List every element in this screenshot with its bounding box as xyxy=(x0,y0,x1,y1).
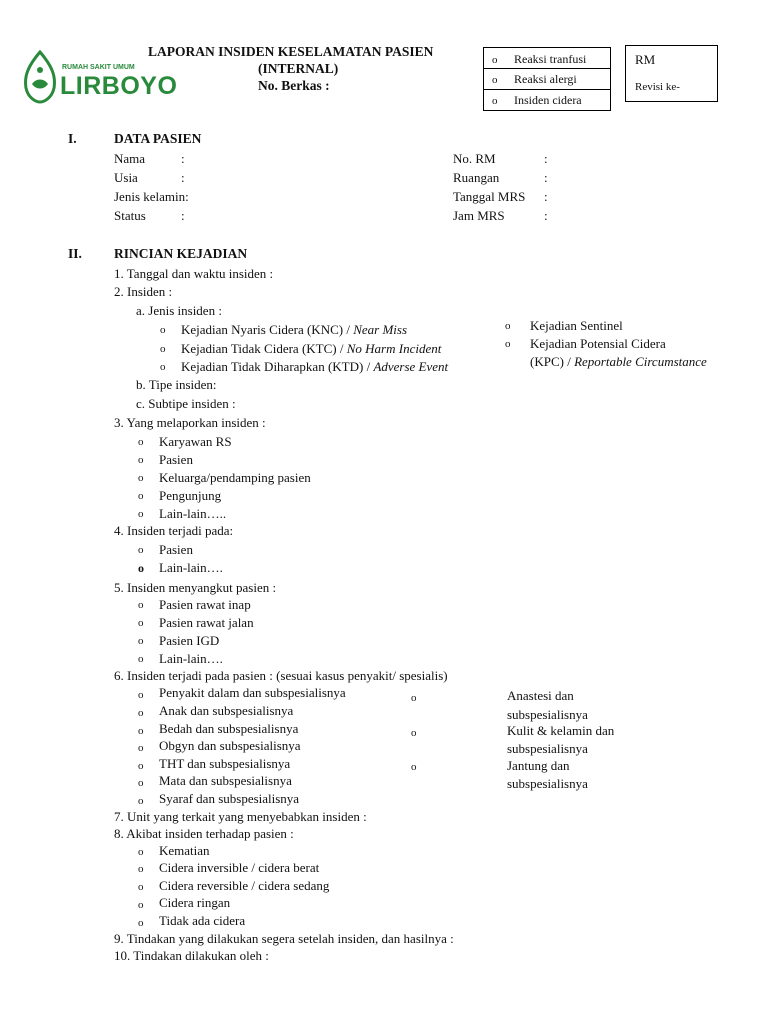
option-occurred-patient: Pasien xyxy=(159,542,193,557)
logo-emblem xyxy=(20,50,60,104)
field-rm-sep: : xyxy=(544,151,548,166)
checkbox-knc[interactable]: o xyxy=(160,324,166,336)
checkbox-no-injury[interactable]: o xyxy=(138,917,144,929)
option-internal-medicine: Penyakit dalam dan subspesialisnya xyxy=(159,685,346,700)
option-ktd-text: Kejadian Tidak Diharapkan (KTD) / xyxy=(181,359,374,374)
option-sentinel: Kejadian Sentinel xyxy=(530,318,623,333)
form-title: LAPORAN INSIDEN KESELAMATAN PASIEN xyxy=(148,44,434,59)
field-admission-time-label: Jam MRS xyxy=(453,208,505,223)
rm-box xyxy=(625,45,718,102)
option-cardiology: Jantung dan xyxy=(507,758,570,773)
checkbox-igd[interactable]: o xyxy=(138,635,144,647)
form-subtitle: (INTERNAL) xyxy=(258,61,339,76)
option-dermatology: Kulit & kelamin dan xyxy=(507,723,615,738)
option-cardiology-cont: subspesialisnya xyxy=(507,776,588,791)
question-9: 9. Tindakan yang dilakukan segera setelah insiden, dan hasilnya : xyxy=(114,931,454,946)
question-2c: c. Subtipe insiden : xyxy=(136,396,236,411)
field-admission-date-label: Tanggal MRS xyxy=(453,189,526,204)
question-2b: b. Tipe insiden: xyxy=(136,377,217,392)
checkbox-minor-injury[interactable]: o xyxy=(138,899,144,911)
file-number-label: No. Berkas : xyxy=(258,78,330,93)
section2-number: II. xyxy=(68,246,82,261)
checkbox-internal-medicine[interactable]: o xyxy=(138,689,144,701)
checkbox-kpc[interactable]: o xyxy=(505,338,511,350)
checkbox-reporter-family[interactable]: o xyxy=(138,472,144,484)
hospital-logo xyxy=(20,50,178,104)
option-no-injury: Tidak ada cidera xyxy=(159,913,246,928)
option-reporter-patient: Pasien xyxy=(159,452,193,467)
option-ktc xyxy=(181,340,441,358)
option-knc-italic: Near Miss xyxy=(353,322,408,337)
option-ent: THT dan subspesialisnya xyxy=(159,756,291,771)
option-allergy: Reaksi alergi xyxy=(514,72,577,86)
incident-type-box xyxy=(483,47,611,111)
checkbox-reporter-patient[interactable]: o xyxy=(138,454,144,466)
option-reporter-other: Lain-lain….. xyxy=(159,506,227,521)
option-knc xyxy=(181,321,407,339)
field-room-label: Ruangan xyxy=(453,170,500,185)
field-name-label: Nama xyxy=(114,151,146,166)
field-rm-label: No. RM xyxy=(453,151,496,166)
option-kpc-cont-text: (KPC) / xyxy=(530,354,575,369)
checkbox-reporter-staff[interactable]: o xyxy=(138,436,144,448)
question-5: 5. Insiden menyangkut pasien : xyxy=(114,580,277,595)
option-knc-text: Kejadian Nyaris Cidera (KNC) / xyxy=(181,322,354,337)
section2-title: RINCIAN KEJADIAN xyxy=(114,246,248,261)
checkbox-pediatrics[interactable]: o xyxy=(138,707,144,719)
checkbox-ktc[interactable]: o xyxy=(160,343,166,355)
option-moderate-injury: Cidera reversible / cidera sedang xyxy=(159,878,330,893)
question-2: 2. Insiden : xyxy=(114,284,173,299)
question-10: 10. Tindakan dilakukan oleh : xyxy=(114,948,269,963)
logo-subtitle: RUMAH SAKIT UMUM xyxy=(62,64,135,71)
option-occurred-other: Lain-lain…. xyxy=(159,560,223,575)
question-2a: a. Jenis insiden : xyxy=(136,303,222,318)
revision-label: Revisi ke- xyxy=(635,81,680,93)
checkbox-outpatient[interactable]: o xyxy=(138,617,144,629)
option-ktd xyxy=(181,358,448,376)
option-transfusion: Reaksi tranfusi xyxy=(514,52,587,66)
option-reporter-visitor: Pengunjung xyxy=(159,488,222,503)
checkbox-reporter-other[interactable]: o xyxy=(138,508,144,520)
checkbox-injury[interactable]: o xyxy=(492,95,498,107)
checkbox-cardiology[interactable]: o xyxy=(411,761,417,773)
question-3: 3. Yang melaporkan insiden : xyxy=(114,415,266,430)
question-1: 1. Tanggal dan waktu insiden : xyxy=(114,266,274,281)
field-admission-date-sep: : xyxy=(544,189,548,204)
option-kpc-italic: Reportable Circumstance xyxy=(574,354,707,369)
field-status-label: Status xyxy=(114,208,146,223)
option-surgery: Bedah dan subspesialisnya xyxy=(159,721,299,736)
option-pediatrics: Anak dan subspesialisnya xyxy=(159,703,294,718)
option-ktc-text: Kejadian Tidak Cidera (KTC) / xyxy=(181,341,347,356)
checkbox-patient-other[interactable]: o xyxy=(138,653,144,665)
option-igd: Pasien IGD xyxy=(159,633,220,648)
checkbox-neurology[interactable]: o xyxy=(138,795,144,807)
option-patient-other: Lain-lain…. xyxy=(159,651,223,666)
checkbox-ktd[interactable]: o xyxy=(160,361,166,373)
checkbox-inpatient[interactable]: o xyxy=(138,599,144,611)
question-6: 6. Insiden terjadi pada pasien : (sesuai kasus penyakit/ spesialis) xyxy=(114,668,448,683)
option-inpatient: Pasien rawat inap xyxy=(159,597,251,612)
checkbox-severe-injury[interactable]: o xyxy=(138,863,144,875)
option-anesthesia-cont: subspesialisnya xyxy=(507,707,588,722)
checkbox-allergy[interactable]: o xyxy=(492,74,498,86)
section1-title: DATA PASIEN xyxy=(114,131,202,146)
field-age-label: Usia xyxy=(114,170,138,185)
option-injury: Insiden cidera xyxy=(514,93,582,107)
option-reporter-family: Keluarga/pendamping pasien xyxy=(159,470,311,485)
option-eye: Mata dan subspesialisnya xyxy=(159,773,292,788)
checkbox-obgyn[interactable]: o xyxy=(138,742,144,754)
checkbox-occurred-other[interactable]: o xyxy=(138,561,144,575)
field-gender-label: Jenis kelamin: xyxy=(114,189,189,204)
option-neurology: Syaraf dan subspesialisnya xyxy=(159,791,300,806)
checkbox-sentinel[interactable]: o xyxy=(505,320,511,332)
checkbox-ent[interactable]: o xyxy=(138,760,144,772)
checkbox-dermatology[interactable]: o xyxy=(411,727,417,739)
checkbox-eye[interactable]: o xyxy=(138,777,144,789)
checkbox-anesthesia[interactable]: o xyxy=(411,692,417,704)
checkbox-occurred-patient[interactable]: o xyxy=(138,544,144,556)
option-death: Kematian xyxy=(159,843,210,858)
checkbox-moderate-injury[interactable]: o xyxy=(138,881,144,893)
section1-number: I. xyxy=(68,131,77,146)
option-ktc-italic: No Harm Incident xyxy=(346,341,442,356)
option-reporter-staff: Karyawan RS xyxy=(159,434,232,449)
option-severe-injury: Cidera inversible / cidera berat xyxy=(159,860,320,875)
option-dermatology-cont: subspesialisnya xyxy=(507,741,588,756)
option-obgyn: Obgyn dan subspesialisnya xyxy=(159,738,301,753)
checkbox-reporter-visitor[interactable]: o xyxy=(138,490,144,502)
option-outpatient: Pasien rawat jalan xyxy=(159,615,254,630)
rm-label: RM xyxy=(635,52,656,67)
field-name-sep: : xyxy=(181,151,185,166)
field-room-sep: : xyxy=(544,170,548,185)
question-8: 8. Akibat insiden terhadap pasien : xyxy=(114,826,294,841)
field-age-sep: : xyxy=(181,170,185,185)
logo-wordmark: LIRBOYO xyxy=(60,72,178,100)
option-kpc-cont xyxy=(530,353,707,371)
field-admission-time-sep: : xyxy=(544,208,548,223)
checkbox-death[interactable]: o xyxy=(138,846,144,858)
field-status-sep: : xyxy=(181,208,185,223)
question-4: 4. Insiden terjadi pada: xyxy=(114,523,234,538)
option-minor-injury: Cidera ringan xyxy=(159,895,231,910)
option-anesthesia: Anastesi dan xyxy=(507,688,574,703)
option-ktd-italic: Adverse Event xyxy=(373,359,449,374)
option-kpc: Kejadian Potensial Cidera xyxy=(530,336,666,351)
checkbox-surgery[interactable]: o xyxy=(138,725,144,737)
checkbox-transfusion[interactable]: o xyxy=(492,54,498,66)
question-7: 7. Unit yang terkait yang menyebabkan insiden : xyxy=(114,809,367,824)
